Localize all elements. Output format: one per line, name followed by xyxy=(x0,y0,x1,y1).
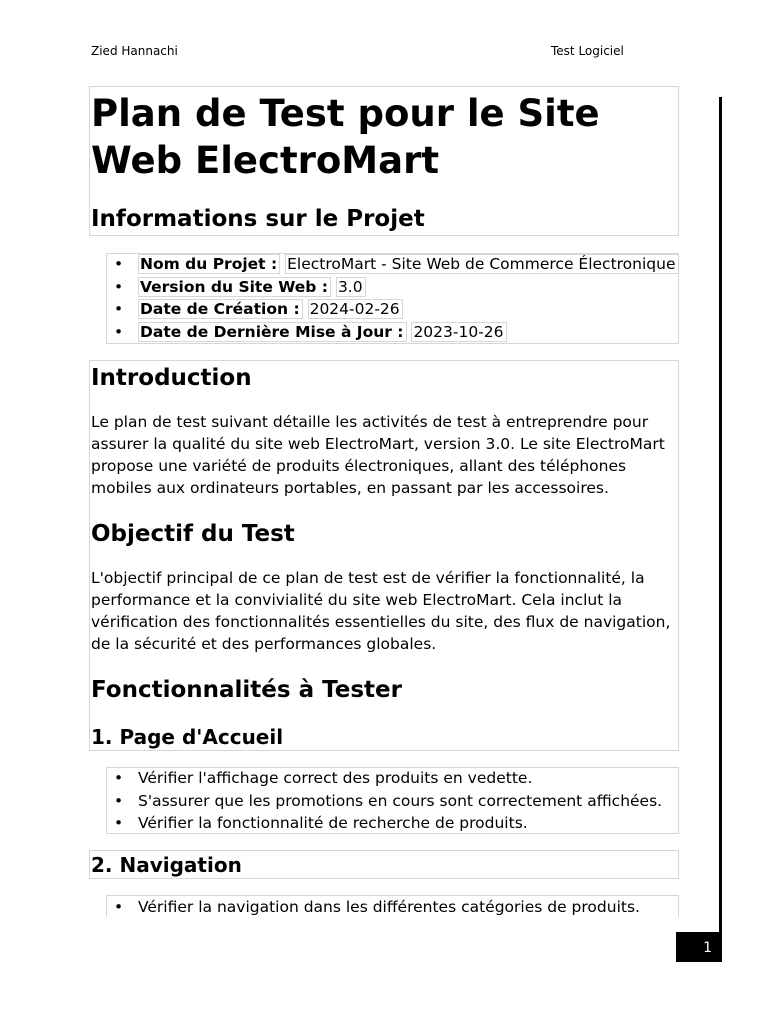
item-value: ElectroMart - Site Web de Commerce Électronique xyxy=(285,254,678,274)
page-edge-rule xyxy=(719,97,722,935)
introduction-heading: Introduction xyxy=(91,365,252,391)
item-value: 3.0 xyxy=(336,277,366,297)
list-item xyxy=(106,298,679,321)
bullet-icon: • xyxy=(114,814,124,832)
item-label: Date de Création : xyxy=(138,299,303,319)
page-title: Plan de Test pour le Site Web ElectroMart xyxy=(91,92,600,182)
list-item: • Vérifier l'affichage correct des produits en vedette. xyxy=(106,767,662,790)
list-item: • Vérifier la fonctionnalité de recherche de produits. xyxy=(106,812,662,835)
page-number: 1 xyxy=(676,932,722,962)
item-label: Version du Site Web : xyxy=(138,277,331,297)
section-heading-navigation: 2. Navigation xyxy=(91,853,242,877)
bullet-icon: • xyxy=(114,255,124,273)
bullet-icon: • xyxy=(114,791,124,810)
item-label: Date de Dernière Mise à Jour : xyxy=(138,322,407,342)
item-value: 2023-10-26 xyxy=(411,322,506,342)
item-label: Nom du Projet : xyxy=(138,254,280,274)
objective-text: L'objectif principal de ce plan de test est de vérifier la fonctionnalité, la performance et la convivialité du site web ElectroMart. Cela inclut la vérification des fonctionnalités essentielles du site, des flux de navigation, de la sécurité et des performances globales. xyxy=(91,569,671,653)
item-value: 2024-02-26 xyxy=(308,299,403,319)
bullet-icon: • xyxy=(114,898,124,916)
project-info-list xyxy=(106,253,679,343)
navigation-test-list xyxy=(106,896,640,919)
features-heading: Fonctionnalités à Tester xyxy=(91,677,402,703)
list-item xyxy=(106,253,679,276)
bullet-icon: • xyxy=(114,277,124,296)
list-item xyxy=(106,276,679,299)
list-item: • Vérifier la navigation dans les différentes catégories de produits. xyxy=(106,896,640,919)
project-info-heading: Informations sur le Projet xyxy=(91,206,425,232)
objective-heading: Objectif du Test xyxy=(91,521,295,547)
bullet-icon: • xyxy=(114,769,124,787)
introduction-text: Le plan de test suivant détaille les activités de test à entreprendre pour assurer la qualité du site web ElectroMart, version 3.0. Le site ElectroMart propose une variété de produits électroniques, allant des téléphones mobiles aux ordinateurs portables, en passant par les accessoires. xyxy=(91,413,665,497)
list-item xyxy=(106,321,679,344)
list-item: • S'assurer que les promotions en cours sont correctement affichées. xyxy=(106,790,662,813)
bullet-icon: • xyxy=(114,300,124,318)
header-subject: Test Logiciel xyxy=(551,44,624,58)
section-heading-home: 1. Page d'Accueil xyxy=(91,725,284,749)
header-author: Zied Hannachi xyxy=(91,44,178,58)
home-test-list xyxy=(106,767,662,835)
bullet-icon: • xyxy=(114,322,124,341)
